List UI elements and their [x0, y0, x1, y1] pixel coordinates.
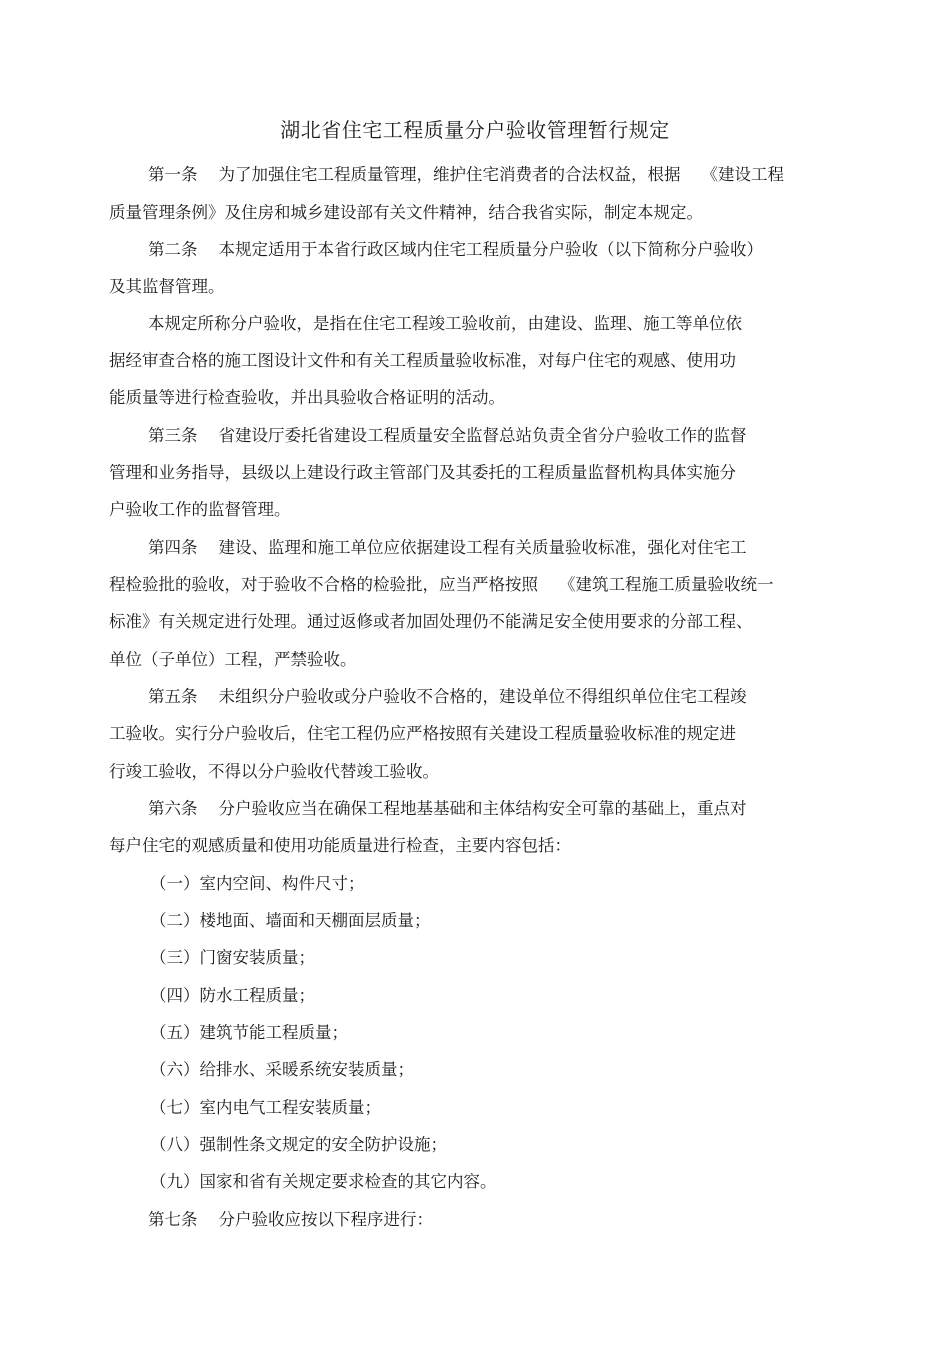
article-6-line-1: 第六条 分户验收应当在确保工程地基基础和主体结构安全可靠的基础上，重点对: [148, 799, 747, 818]
list-item-7: （七）室内电气工程安装质量；: [150, 1098, 381, 1117]
paragraph-definition-line-3: 能质量等进行检查验收，并出具验收合格证明的活动。: [109, 388, 505, 407]
list-item-8: （八）强制性条文规定的安全防护设施；: [150, 1135, 447, 1154]
article-4-line-2: 程检验批的验收，对于验收不合格的检验批，应当严格按照 《建筑工程施工质量验收统一: [109, 575, 774, 594]
list-item-4: （四）防水工程质量；: [150, 986, 315, 1005]
article-3-line-1: 第三条 省建设厅委托省建设工程质量安全监督总站负责全省分户验收工作的监督: [148, 426, 747, 445]
list-item-5: （五）建筑节能工程质量；: [150, 1023, 348, 1042]
list-item-2: （二）楼地面、墙面和天棚面层质量；: [150, 911, 431, 930]
article-7-line-1: 第七条 分户验收应按以下程序进行：: [148, 1210, 433, 1229]
article-5-line-1: 第五条 未组织分户验收或分户验收不合格的，建设单位不得组织单位住宅工程竣: [148, 687, 747, 706]
list-item-6: （六）给排水、采暖系统安装质量；: [150, 1060, 414, 1079]
article-6-line-2: 每户住宅的观感质量和使用功能质量进行检查，主要内容包括：: [109, 836, 571, 855]
article-3-line-2: 管理和业务指导，县级以上建设行政主管部门及其委托的工程质量监督机构具体实施分: [109, 463, 736, 482]
article-1-line-1: 第一条 为了加强住宅工程质量管理，维护住宅消费者的合法权益，根据 《建设工程: [148, 165, 784, 184]
article-2-line-2: 及其监督管理。: [109, 277, 225, 296]
article-4-line-1: 第四条 建设、监理和施工单位应依据建设工程有关质量验收标准，强化对住宅工: [148, 538, 747, 557]
article-4-line-3: 标准》有关规定进行处理。通过返修或者加固处理仍不能满足安全使用要求的分部工程、: [109, 612, 753, 631]
article-1-line-2: 质量管理条例》及住房和城乡建设部有关文件精神，结合我省实际，制定本规定。: [109, 203, 703, 222]
paragraph-definition-line-2: 据经审查合格的施工图设计文件和有关工程质量验收标准，对每户住宅的观感、使用功: [109, 351, 736, 370]
list-item-9: （九）国家和省有关规定要求检查的其它内容。: [150, 1172, 497, 1191]
list-item-1: （一）室内空间、构件尺寸；: [150, 874, 365, 893]
article-2-line-1: 第二条 本规定适用于本省行政区域内住宅工程质量分户验收（以下简称分户验收）: [148, 240, 763, 259]
article-3-line-3: 户验收工作的监督管理。: [109, 500, 291, 519]
article-4-line-4: 单位（子单位）工程，严禁验收。: [109, 650, 357, 669]
list-item-3: （三）门窗安装质量；: [150, 948, 315, 967]
article-5-line-2: 工验收。实行分户验收后，住宅工程仍应严格按照有关建设工程质量验收标准的规定进: [109, 724, 736, 743]
document-title: 湖北省住宅工程质量分户验收管理暂行规定: [280, 118, 670, 142]
article-5-line-3: 行竣工验收，不得以分户验收代替竣工验收。: [109, 762, 439, 781]
paragraph-definition-line-1: 本规定所称分户验收，是指在住宅工程竣工验收前，由建设、监理、施工等单位依: [148, 314, 742, 333]
